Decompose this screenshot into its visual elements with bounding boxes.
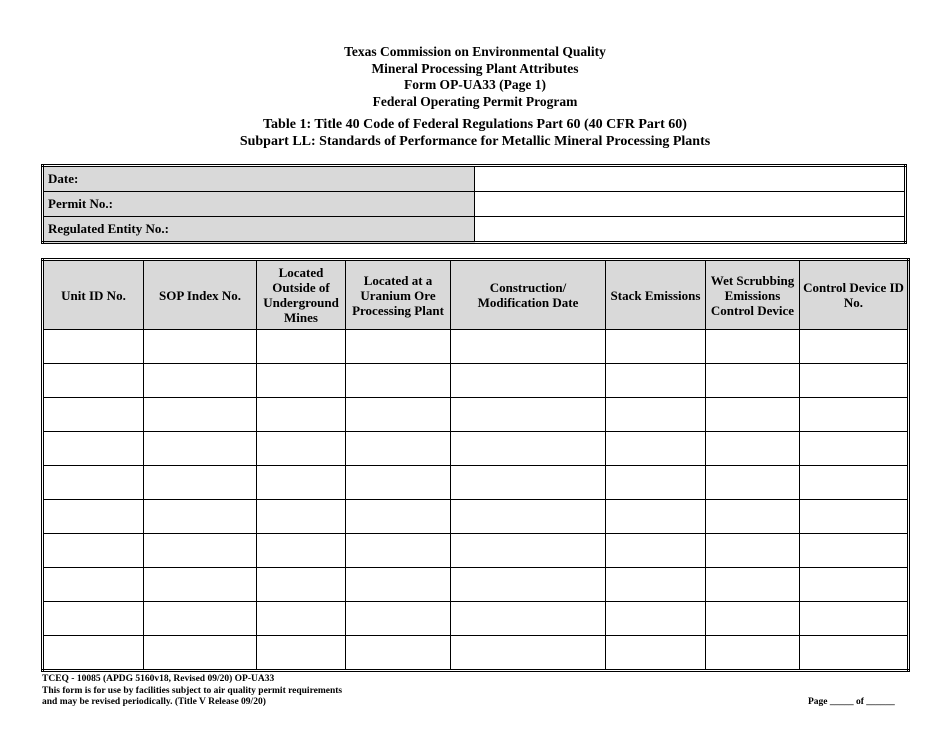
table-row: [43, 466, 909, 500]
table-cell[interactable]: [451, 398, 606, 432]
table-cell[interactable]: [346, 398, 451, 432]
table-cell[interactable]: [43, 568, 144, 602]
table-row: [43, 602, 909, 636]
table-cell[interactable]: [706, 636, 800, 671]
table-cell[interactable]: [43, 432, 144, 466]
regulated-entity-row: [43, 217, 906, 243]
table-cell[interactable]: [144, 568, 257, 602]
table-cell[interactable]: [257, 466, 346, 500]
table-row: [43, 432, 909, 466]
table-cell[interactable]: [706, 466, 800, 500]
table-cell[interactable]: [451, 636, 606, 671]
attributes-table: [41, 258, 910, 672]
table-cell[interactable]: [706, 534, 800, 568]
table-cell[interactable]: [257, 432, 346, 466]
column-header-construction-date: Construction/ Modification Date: [451, 260, 606, 330]
column-header-unit-id: Unit ID No.: [43, 260, 144, 330]
table-cell[interactable]: [451, 466, 606, 500]
footer-form-id: TCEQ - 10085 (APDG 5160v18, Revised 09/20) OP-UA33: [42, 674, 275, 684]
table-cell[interactable]: [800, 568, 909, 602]
table-cell[interactable]: [257, 636, 346, 671]
table-cell[interactable]: [800, 398, 909, 432]
table-cell[interactable]: [144, 398, 257, 432]
date-row: [43, 166, 906, 192]
table-cell[interactable]: [451, 534, 606, 568]
table-cell[interactable]: [800, 330, 909, 364]
form-number: Form OP-UA33 (Page 1): [403, 77, 547, 92]
table-cell[interactable]: [800, 500, 909, 534]
column-header-wet-scrubbing: Wet Scrubbing Emissions Control Device: [706, 260, 800, 330]
table-cell[interactable]: [800, 466, 909, 500]
table-cell[interactable]: [706, 398, 800, 432]
table-cell[interactable]: [257, 534, 346, 568]
table-cell[interactable]: [43, 364, 144, 398]
agency-name: Texas Commission on Environmental Quality: [344, 44, 606, 59]
table-cell[interactable]: [43, 636, 144, 671]
table-cell[interactable]: [43, 602, 144, 636]
table-cell[interactable]: [606, 602, 706, 636]
table-cell[interactable]: [706, 330, 800, 364]
column-header-uranium-ore-plant: Located at a Uranium Ore Processing Plant: [346, 260, 451, 330]
table-cell[interactable]: [606, 636, 706, 671]
table-cell[interactable]: [43, 500, 144, 534]
table-cell[interactable]: [346, 568, 451, 602]
table-row: [43, 534, 909, 568]
date-field[interactable]: [475, 166, 906, 192]
table-cell[interactable]: [451, 364, 606, 398]
table-cell[interactable]: [43, 398, 144, 432]
table-heading: [0, 117, 950, 150]
table-cell[interactable]: [800, 432, 909, 466]
table-cell[interactable]: [706, 500, 800, 534]
table-cell[interactable]: [451, 568, 606, 602]
table-row: [43, 500, 909, 534]
table-row: [43, 568, 909, 602]
table-cell[interactable]: [144, 636, 257, 671]
table-cell[interactable]: [144, 432, 257, 466]
regulated-entity-label: Regulated Entity No.:: [43, 217, 475, 243]
table-cell[interactable]: [451, 500, 606, 534]
table-cell[interactable]: [257, 364, 346, 398]
table-cell[interactable]: [706, 432, 800, 466]
identification-table: [41, 164, 907, 244]
table-cell[interactable]: [346, 534, 451, 568]
table-cell[interactable]: [346, 602, 451, 636]
form-title: Mineral Processing Plant Attributes: [371, 60, 579, 76]
table-cell[interactable]: [257, 568, 346, 602]
table-cell[interactable]: [346, 636, 451, 671]
footer-notice-2: and may be revised periodically. (Title V Release 09/20): [42, 697, 266, 707]
table-row: [43, 398, 909, 432]
table-cell[interactable]: [606, 534, 706, 568]
table-cell[interactable]: [800, 602, 909, 636]
program-name: Federal Operating Permit Program: [372, 93, 578, 109]
page-number: Page _____ of ______: [808, 697, 895, 707]
table-cell[interactable]: [606, 466, 706, 500]
table-cell[interactable]: [144, 330, 257, 364]
permit-number-label: Permit No.:: [43, 192, 475, 217]
table-cell[interactable]: [144, 534, 257, 568]
table-cell[interactable]: [800, 534, 909, 568]
column-header-row: [43, 260, 909, 330]
table-cell[interactable]: [346, 364, 451, 398]
table-cell[interactable]: [706, 602, 800, 636]
table-cell[interactable]: [346, 500, 451, 534]
table-cell[interactable]: [706, 364, 800, 398]
table-cell[interactable]: [346, 466, 451, 500]
table-cell[interactable]: [606, 432, 706, 466]
table-cell[interactable]: [257, 500, 346, 534]
table-cell[interactable]: [606, 398, 706, 432]
table-cell[interactable]: [43, 330, 144, 364]
table-cell[interactable]: [800, 364, 909, 398]
table-cell[interactable]: [451, 432, 606, 466]
table-cell[interactable]: [257, 602, 346, 636]
table-cell[interactable]: [144, 364, 257, 398]
subpart-title: Subpart LL: Standards of Performance for Metallic Mineral Processing Plants: [239, 133, 711, 149]
column-header-control-device-id: Control Device ID No.: [800, 260, 909, 330]
table-cell[interactable]: [346, 330, 451, 364]
date-label: Date:: [43, 166, 475, 192]
table-body: [43, 330, 909, 671]
table-cell[interactable]: [144, 466, 257, 500]
permit-number-field[interactable]: [475, 192, 906, 217]
table-cell[interactable]: [606, 364, 706, 398]
column-header-stack-emissions: Stack Emissions: [606, 260, 706, 330]
footer-notice-1: This form is for use by facilities subject to air quality permit requirements: [42, 685, 343, 696]
column-header-sop-index: SOP Index No.: [144, 260, 257, 330]
table-cell[interactable]: [451, 602, 606, 636]
table-cell[interactable]: [606, 330, 706, 364]
table-cell[interactable]: [257, 398, 346, 432]
table-title: Table 1: Title 40 Code of Federal Regulations Part 60 (40 CFR Part 60): [263, 117, 687, 132]
table-cell[interactable]: [257, 330, 346, 364]
table-cell[interactable]: [43, 534, 144, 568]
table-cell[interactable]: [451, 330, 606, 364]
permit-row: [43, 192, 906, 217]
table-row: [43, 364, 909, 398]
form-header: [0, 44, 950, 110]
table-cell[interactable]: [606, 500, 706, 534]
table-row: [43, 636, 909, 671]
table-cell[interactable]: [706, 568, 800, 602]
table-cell[interactable]: [606, 568, 706, 602]
table-cell[interactable]: [800, 636, 909, 671]
regulated-entity-field[interactable]: [475, 217, 906, 243]
table-cell[interactable]: [43, 466, 144, 500]
table-cell[interactable]: [144, 602, 257, 636]
column-header-outside-underground-mines: Located Outside of Underground Mines: [257, 260, 346, 330]
table-cell[interactable]: [144, 500, 257, 534]
form-footer: [42, 674, 342, 709]
table-row: [43, 330, 909, 364]
table-cell[interactable]: [346, 432, 451, 466]
